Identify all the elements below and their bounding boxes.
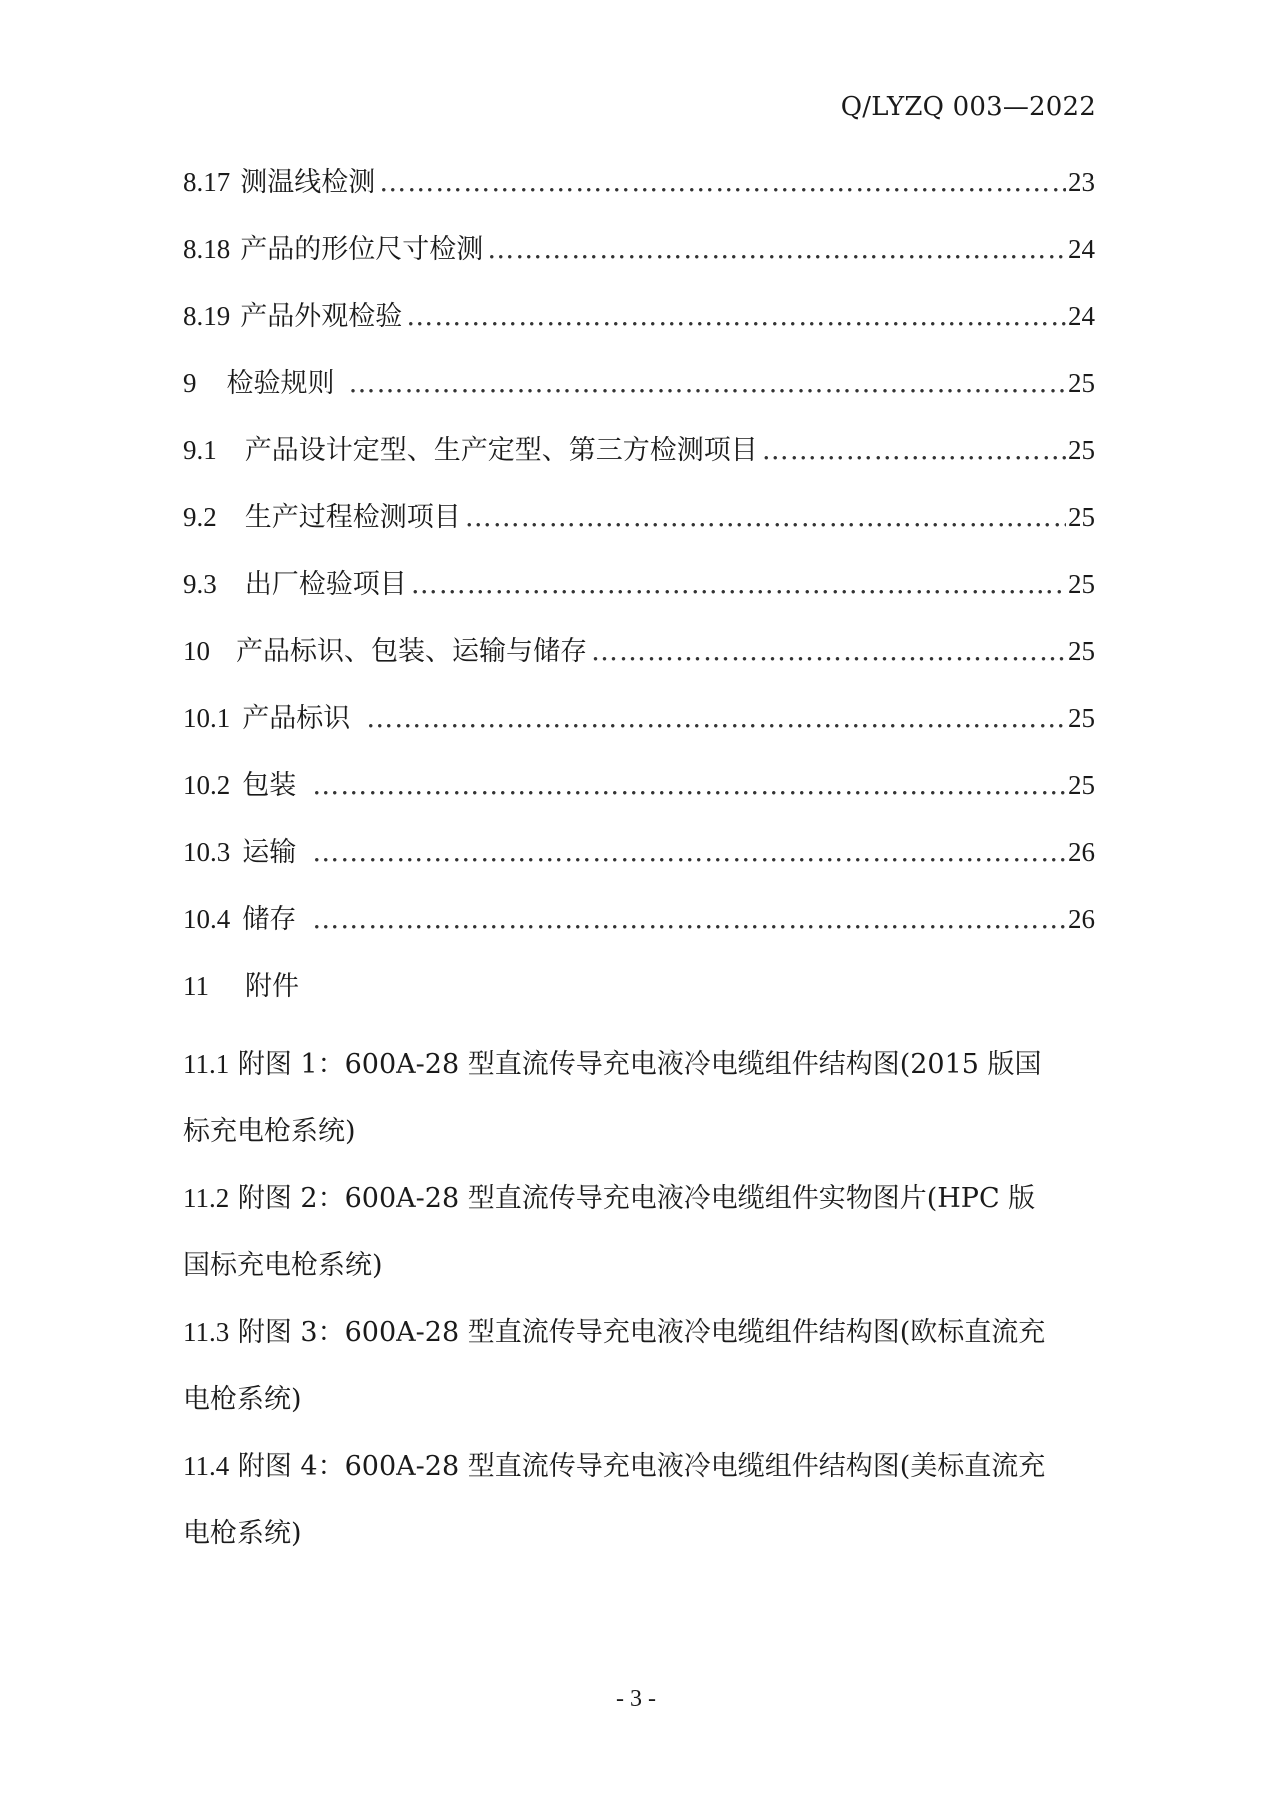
toc-entry-page: 25	[1068, 636, 1095, 666]
toc-entry-page: 25	[1068, 569, 1095, 599]
toc-attachment-text-line1: 附图 1：600A-28 型直流传导充电液冷电缆组件结构图(2015 版国	[237, 1049, 1042, 1080]
toc-entry-number: 9.3	[183, 569, 217, 599]
toc-entry-8-19[interactable]	[183, 294, 1095, 361]
table-of-contents	[183, 160, 1095, 1567]
toc-entry-number: 8.17	[183, 167, 231, 197]
toc-dot-leader	[406, 301, 1066, 332]
toc-entry-10-1[interactable]	[183, 696, 1095, 763]
toc-dot-leader	[465, 502, 1066, 533]
toc-entry-9-2[interactable]	[183, 495, 1095, 562]
toc-entry-page: 26	[1068, 837, 1095, 867]
toc-entry-10[interactable]	[183, 629, 1095, 696]
toc-entry-page: 26	[1068, 904, 1095, 934]
toc-entry-number: 9	[183, 368, 197, 398]
toc-entry-10-3[interactable]	[183, 830, 1095, 897]
toc-entry-number: 10.2	[183, 770, 231, 800]
toc-entry-number: 11	[183, 971, 209, 1001]
toc-entry-number: 10.4	[183, 904, 231, 934]
toc-entry-9-1[interactable]	[183, 428, 1095, 495]
toc-dot-leader	[349, 368, 1067, 399]
toc-entry-number: 8.18	[183, 234, 231, 264]
toc-entry-title: 产品的形位尺寸检测	[240, 234, 484, 265]
toc-entry-title: 储存	[242, 904, 297, 935]
toc-attachment-11-2[interactable]	[183, 1165, 1095, 1299]
toc-entry-page: 24	[1068, 234, 1095, 264]
toc-attachment-11-3[interactable]	[183, 1299, 1095, 1433]
toc-entry-10-2[interactable]	[183, 763, 1095, 830]
toc-entry-8-17[interactable]	[183, 160, 1095, 227]
toc-attachment-text-line2: 标充电枪系统)	[183, 1116, 356, 1147]
toc-entry-number: 8.19	[183, 301, 231, 331]
toc-entry-number: 10	[183, 636, 210, 666]
toc-entry-title: 产品标识、包装、运输与储存	[236, 636, 587, 667]
toc-attachment-text-line1: 附图 3：600A-28 型直流传导充电液冷电缆组件结构图(欧标直流充	[237, 1317, 1046, 1348]
document-code: Q/LYZQ 003—2022	[840, 92, 1096, 122]
toc-attachment-text-line1: 附图 4：600A-28 型直流传导充电液冷电缆组件结构图(美标直流充	[237, 1451, 1046, 1482]
toc-dot-leader	[312, 770, 1066, 801]
toc-entry-page: 24	[1068, 301, 1095, 331]
toc-entry-title: 产品外观检验	[240, 301, 403, 332]
toc-entry-title: 产品设计定型、生产定型、第三方检测项目	[244, 435, 758, 466]
toc-heading-11[interactable]	[183, 964, 1095, 1031]
toc-dot-leader	[312, 837, 1066, 868]
toc-entry-title: 生产过程检测项目	[244, 502, 461, 533]
toc-dot-leader	[487, 234, 1066, 265]
toc-entry-number: 9.2	[183, 502, 217, 532]
toc-attachment-text-line1: 附图 2：600A-28 型直流传导充电液冷电缆组件实物图片(HPC 版	[237, 1183, 1036, 1214]
toc-dot-leader	[591, 636, 1066, 667]
toc-entry-page: 25	[1068, 435, 1095, 465]
toc-entry-number: 11.1	[183, 1049, 230, 1079]
toc-entry-number: 9.1	[183, 435, 217, 465]
toc-entry-number: 11.2	[183, 1183, 230, 1213]
page-number: - 3 -	[616, 1686, 656, 1712]
toc-entry-title: 出厂检验项目	[244, 569, 407, 600]
toc-entry-page: 23	[1068, 167, 1095, 197]
toc-entry-number: 10.1	[183, 703, 231, 733]
toc-entry-title: 运输	[242, 837, 297, 868]
toc-dot-leader	[312, 904, 1066, 935]
toc-attachment-11-1[interactable]	[183, 1031, 1095, 1165]
toc-entry-title: 检验规则	[226, 368, 335, 399]
toc-attachment-text-line2: 电枪系统)	[183, 1518, 302, 1549]
toc-dot-leader	[762, 435, 1066, 466]
toc-entry-9[interactable]	[183, 361, 1095, 428]
toc-entry-9-3[interactable]	[183, 562, 1095, 629]
toc-entry-8-18[interactable]	[183, 227, 1095, 294]
toc-dot-leader	[379, 167, 1066, 198]
toc-dot-leader	[366, 703, 1066, 734]
toc-entry-title: 附件	[245, 971, 299, 1002]
toc-dot-leader	[411, 569, 1066, 600]
toc-attachment-text-line2: 电枪系统)	[183, 1384, 302, 1415]
toc-entry-number: 11.4	[183, 1451, 230, 1481]
toc-entry-title: 产品标识	[242, 703, 351, 734]
toc-entry-page: 25	[1068, 703, 1095, 733]
toc-attachment-text-line2: 国标充电枪系统)	[183, 1250, 383, 1281]
toc-entry-10-4[interactable]	[183, 897, 1095, 964]
toc-entry-page: 25	[1068, 770, 1095, 800]
toc-entry-title: 测温线检测	[240, 167, 376, 198]
toc-entry-page: 25	[1068, 502, 1095, 532]
toc-entry-title: 包装	[242, 770, 297, 801]
toc-entry-number: 11.3	[183, 1317, 230, 1347]
toc-entry-page: 25	[1068, 368, 1095, 398]
toc-attachment-11-4[interactable]	[183, 1433, 1095, 1567]
toc-entry-number: 10.3	[183, 837, 231, 867]
